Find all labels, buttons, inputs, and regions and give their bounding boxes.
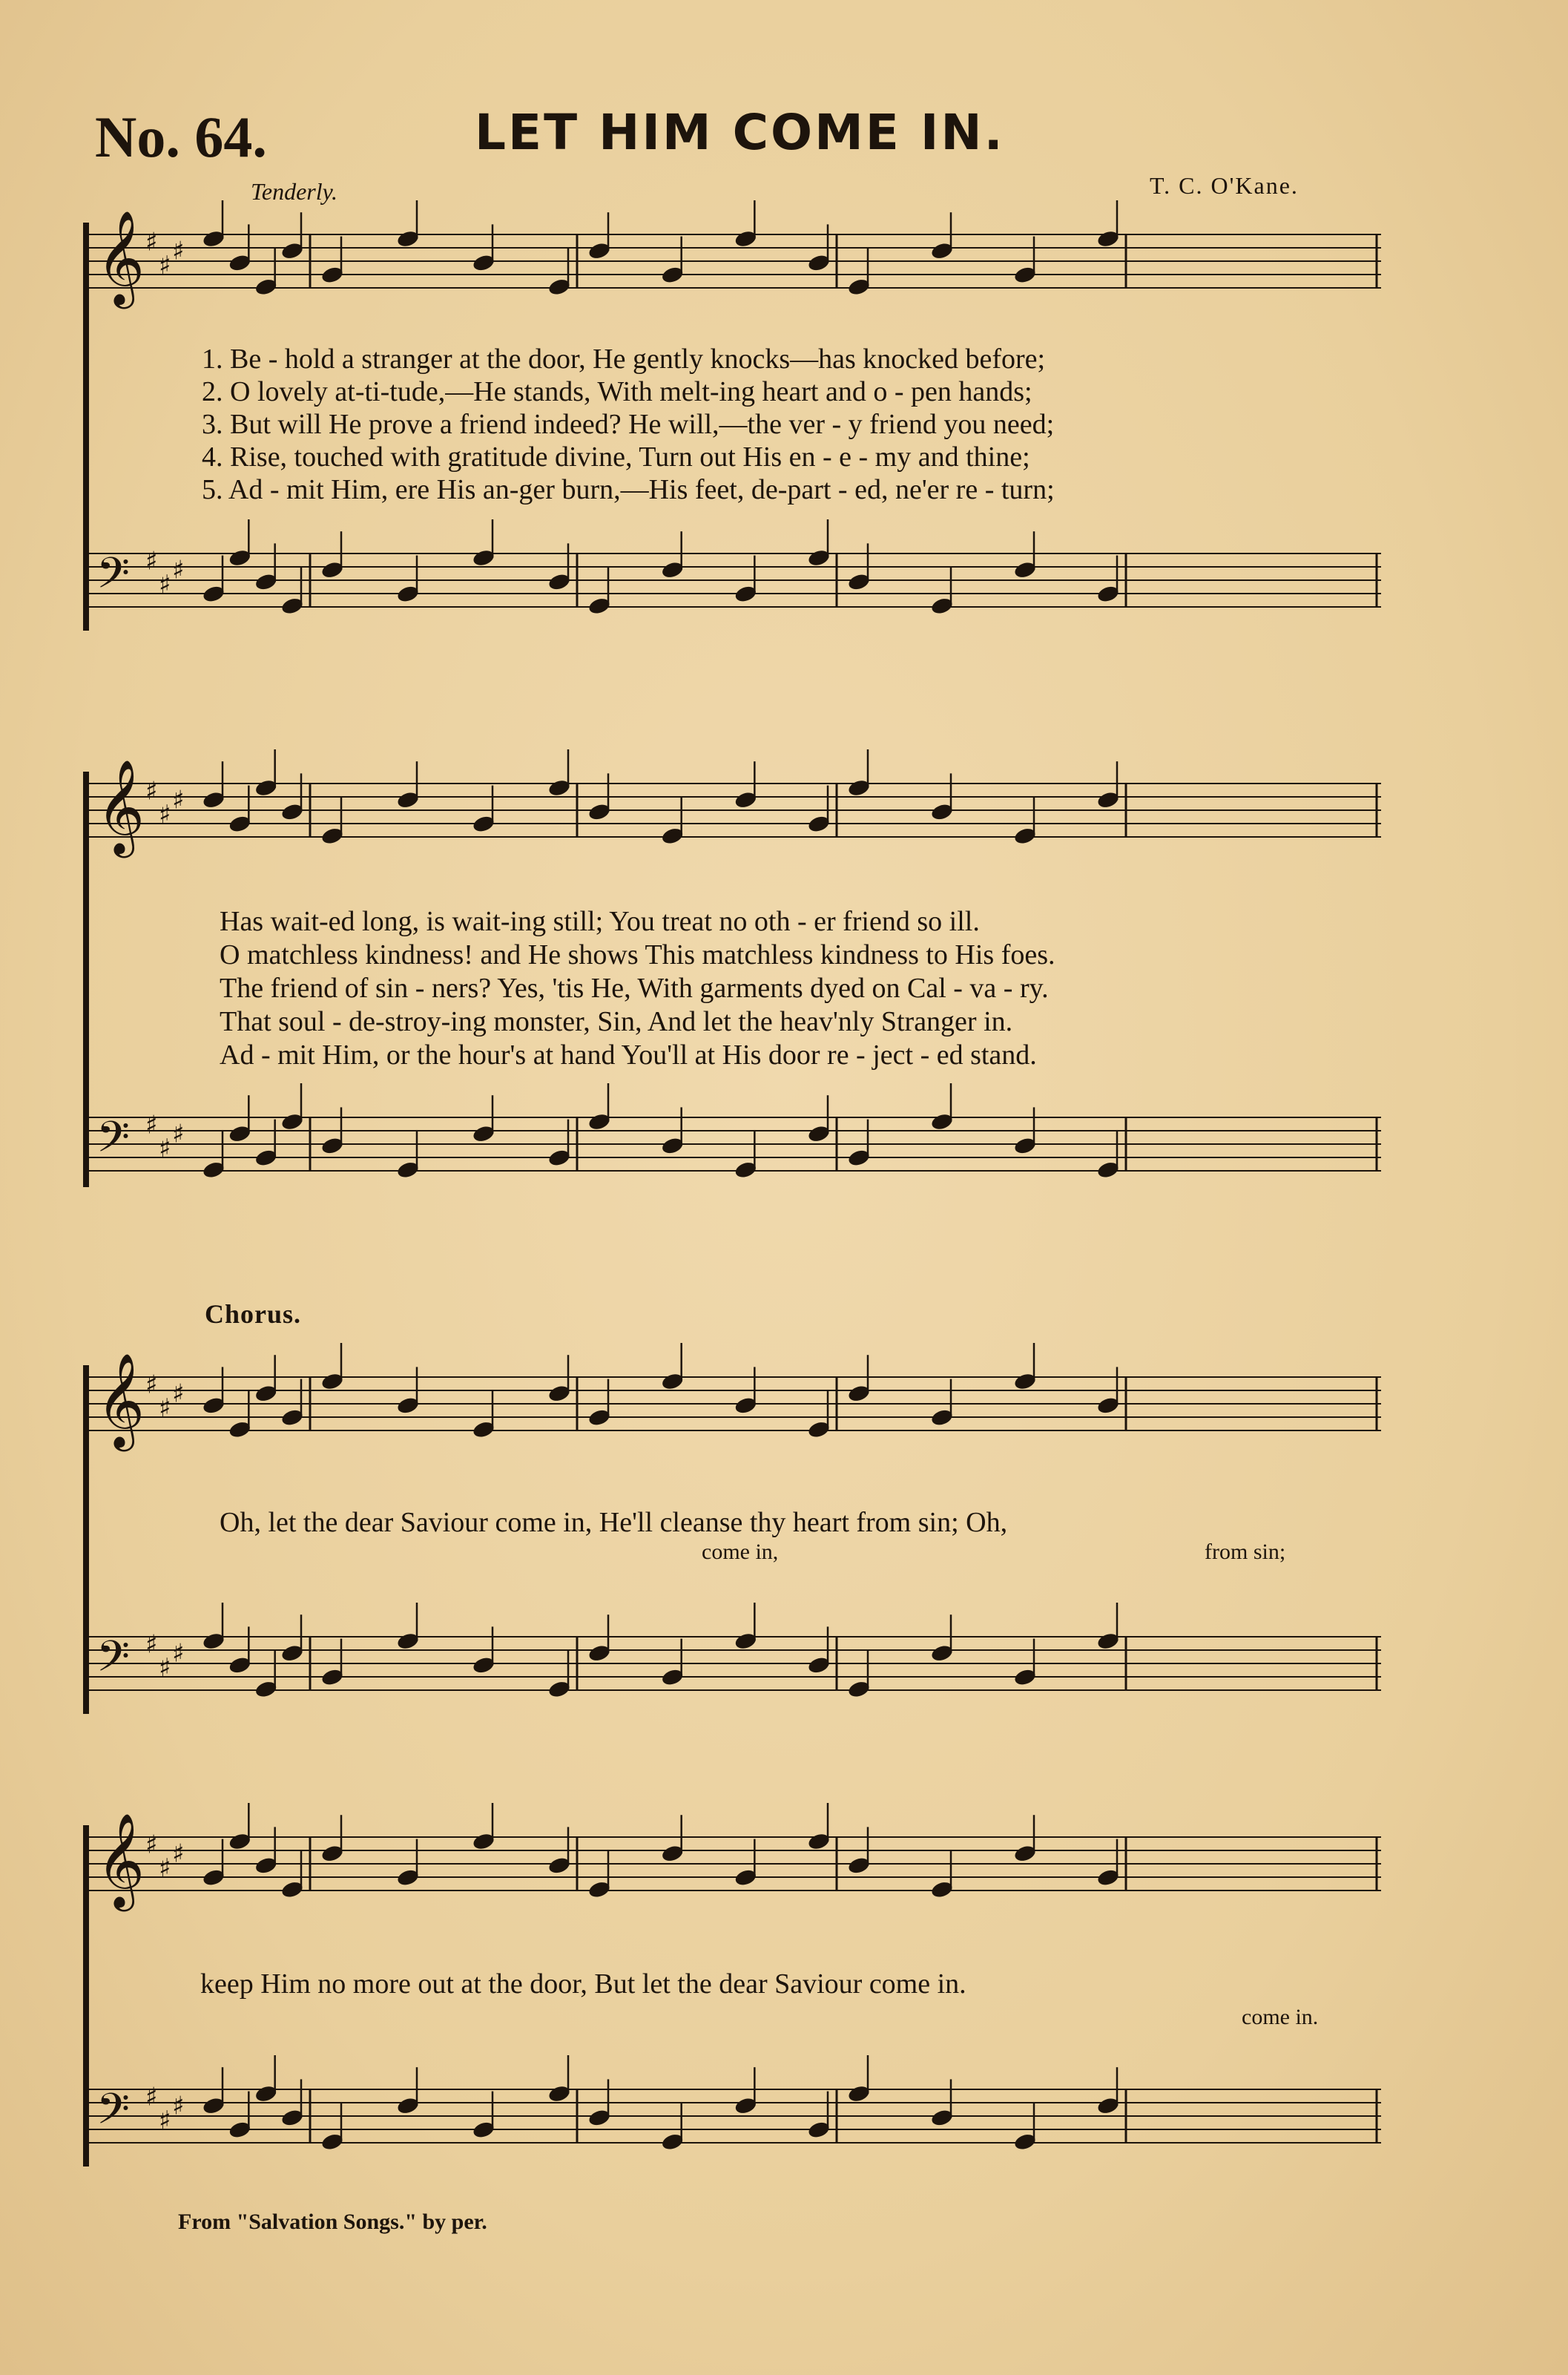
sharp-icon: ♯ [145, 1629, 158, 1660]
bass-staff-system1 [88, 542, 1381, 631]
sharp-icon: ♯ [159, 799, 171, 830]
sharp-icon: ♯ [172, 2091, 185, 2121]
verse-4-line-b: That soul - de-stroy-ing monster, Sin, And let the heav'nly Stranger in. [220, 1006, 1013, 1037]
sharp-icon: ♯ [159, 1393, 171, 1423]
hymn-number: No. 64. [95, 105, 267, 169]
sharp-icon: ♯ [145, 776, 158, 807]
verse-2-line-a: 2. O lovely at-ti-tude,—He stands, With melt-ing heart and o - pen hands; [202, 376, 1032, 407]
sharp-icon: ♯ [159, 250, 171, 280]
verse-1-line-a: 1. Be - hold a stranger at the door, He gently knocks—has knocked before; [202, 344, 1046, 375]
sharp-icon: ♯ [145, 1830, 158, 1860]
chorus-line-1: Oh, let the dear Saviour come in, He'll cleanse thy heart from sin; Oh, [220, 1507, 1008, 1538]
chorus-echo-1b: from sin; [1205, 1540, 1286, 1564]
sharp-icon: ♯ [159, 1853, 171, 1883]
treble-staff-system4 [88, 1812, 1381, 1914]
sharp-icon: ♯ [159, 1652, 171, 1683]
chorus-label: Chorus. [205, 1299, 302, 1329]
sharp-icon: ♯ [145, 1370, 158, 1400]
treble-staff-system3 [88, 1352, 1381, 1454]
composer: T. C. O'Kane. [1150, 172, 1299, 199]
bass-clef-icon: 𝄢 [96, 1111, 131, 1173]
sharp-icon: ♯ [172, 236, 185, 266]
treble-clef-icon: 𝄞 [96, 1352, 145, 1448]
hymn-title: LET HIM COME IN. [475, 104, 1005, 161]
bass-clef-icon: 𝄢 [96, 1631, 131, 1692]
sharp-icon: ♯ [159, 1133, 171, 1163]
bass-clef-icon: 𝄢 [96, 548, 131, 609]
sharp-icon: ♯ [172, 1379, 185, 1409]
chorus-echo-2: come in. [1242, 2005, 1319, 2029]
sharp-icon: ♯ [172, 1839, 185, 1869]
chorus-echo-1a: come in, [702, 1540, 779, 1564]
verse-2-line-b: O matchless kindness! and He shows This matchless kindness to His foes. [220, 939, 1055, 970]
bass-clef-icon: 𝄢 [96, 2083, 131, 2145]
chorus-line-2: keep Him no more out at the door, But let the dear Saviour come in. [200, 1968, 966, 2000]
sharp-icon: ♯ [145, 1110, 158, 1140]
verse-3-line-a: 3. But will He prove a friend indeed? He will,—the ver - y friend you need; [202, 409, 1055, 440]
source-credit: From "Salvation Songs." by per. [178, 2210, 487, 2234]
treble-staff-system1 [88, 209, 1381, 312]
treble-clef-icon: 𝄞 [96, 758, 145, 854]
verse-5-line-b: Ad - mit Him, or the hour's at hand You'll at His door re - ject - ed stand. [220, 1039, 1037, 1071]
verse-4-line-a: 4. Rise, touched with gratitude divine, Turn out His en - e - my and thine; [202, 441, 1030, 473]
verse-5-line-a: 5. Ad - mit Him, ere His an-ger burn,—His feet, de-part - ed, ne'er re - turn; [202, 474, 1055, 505]
bass-staff-system2 [88, 1106, 1381, 1195]
sharp-icon: ♯ [145, 546, 158, 576]
treble-staff-system2 [88, 758, 1381, 861]
tempo-marking: Tenderly. [251, 178, 338, 205]
sharp-icon: ♯ [172, 1119, 185, 1149]
bass-staff-system4 [88, 2077, 1381, 2167]
sharp-icon: ♯ [172, 1638, 185, 1669]
sharp-icon: ♯ [159, 2105, 171, 2135]
sharp-icon: ♯ [145, 2082, 158, 2112]
sharp-icon: ♯ [145, 227, 158, 257]
verse-3-line-b: The friend of sin - ners? Yes, 'tis He, With garments dyed on Cal - va - ry. [220, 973, 1049, 1004]
sharp-icon: ♯ [159, 569, 171, 600]
bass-staff-system3 [88, 1625, 1381, 1714]
verse-1-line-b: Has wait-ed long, is wait-ing still; You treat no oth - er friend so ill. [220, 906, 980, 937]
treble-clef-icon: 𝄞 [96, 1812, 145, 1908]
treble-clef-icon: 𝄞 [96, 209, 145, 305]
sharp-icon: ♯ [172, 555, 185, 585]
sharp-icon: ♯ [172, 785, 185, 815]
